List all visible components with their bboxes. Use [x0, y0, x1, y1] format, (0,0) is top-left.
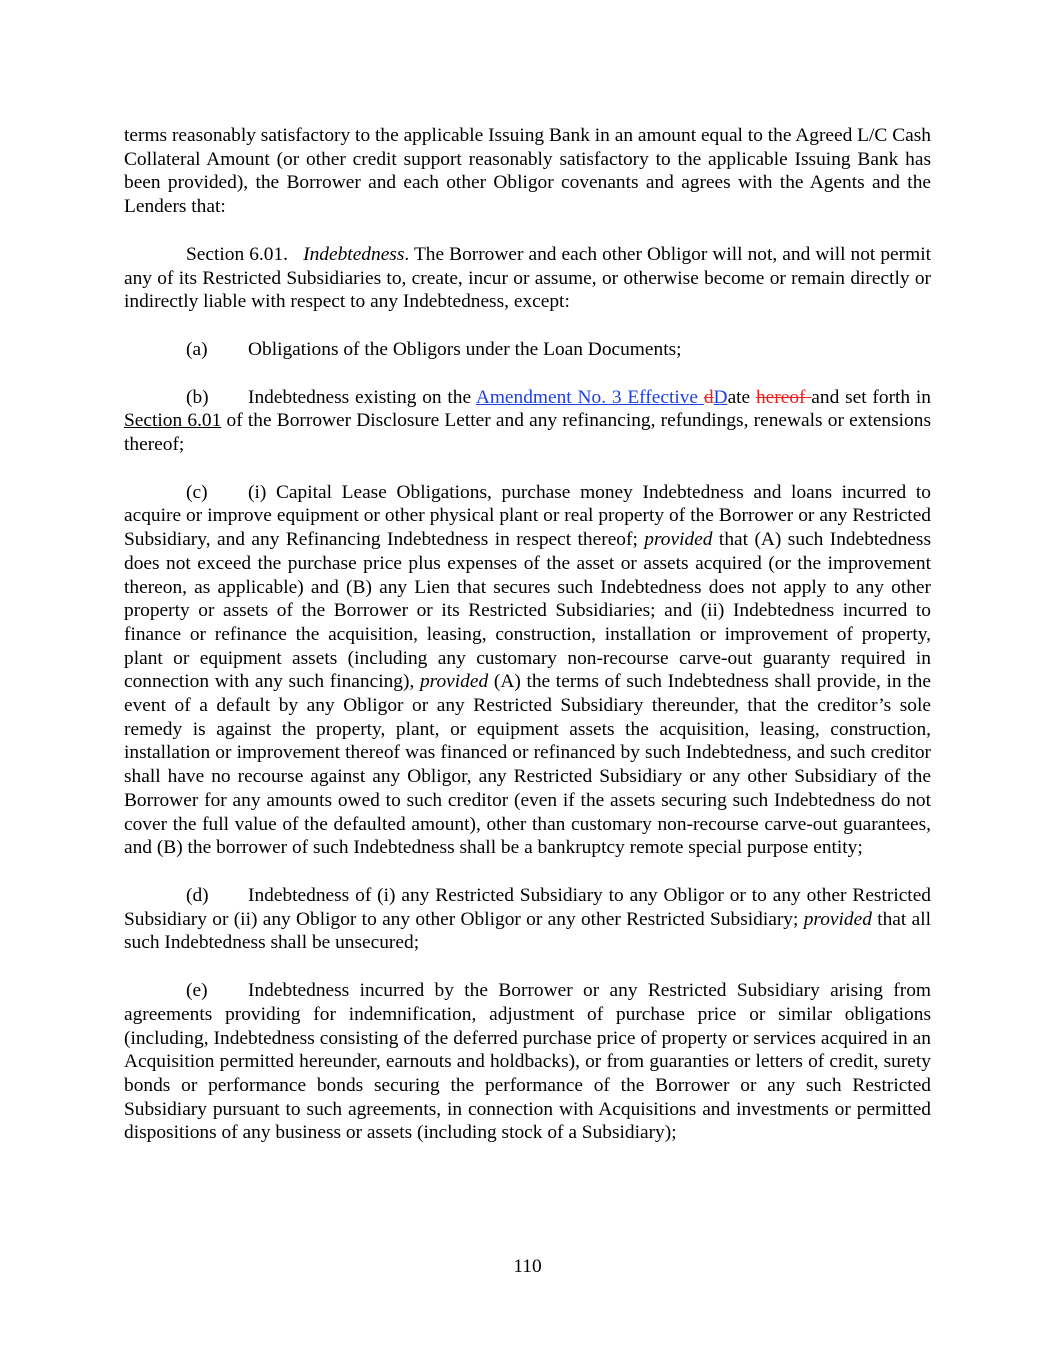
- item-b-text-before: Indebtedness existing on the: [248, 386, 476, 408]
- item-a-paragraph: [124, 338, 931, 362]
- section-6-01-paragraph: [124, 243, 931, 314]
- item-a-text: Obligations of the Obligors under the Loan Documents;: [248, 338, 682, 360]
- page-number: 110: [513, 1256, 542, 1277]
- section-reference-link: Section 6.01: [124, 410, 222, 432]
- item-b-text-after: and set forth in: [811, 386, 932, 408]
- item-d-part1: Indebtedness of (i) any Restricted Subsidiary to any Obligor or to any other Restricted Subsidiary or (ii) any Obligor to any other Obligor or any other Restricted Subsidiary;: [124, 884, 931, 930]
- item-d-part2: that all such Indebtedness shall be unsecured;: [124, 908, 931, 954]
- intro-text: terms reasonably satisfactory to the applicable Issuing Bank in an amount equal to the Agreed L/C Cash Collateral Amount (or other credit support reasonably satisfactory to the applicable Issuing Bank has been provided), the Borrower and each other Obligor covenants and agrees with the Agents and the Lenders that:: [124, 125, 931, 218]
- item-e-paragraph: [124, 979, 931, 1145]
- deleted-text-hereof: hereof: [755, 386, 812, 408]
- item-d-paragraph: [124, 884, 931, 955]
- section-number: Section 6.01.: [186, 243, 288, 265]
- item-a-label: (a): [186, 338, 208, 360]
- item-e-text: Indebtedness incurred by the Borrower or any Restricted Subsidiary arising from agreements providing for indemnification, adjustment of purchase price or similar obligations (including, Indebtedness consisting of the deferred purchase price of property or services acquired in an Acquisition permitted hereunder, earnouts and holdbacks), or from guaranties or letters of credit, surety bonds or performance bonds securing the performance of the Borrower or any such Restricted Subsidiary pursuant to such agreements, in connection with Acquisitions and investments or permitted dispositions of any business or assets (including stock of a Subsidiary);: [124, 980, 931, 1144]
- inserted-text-amendment: Amendment No. 3 Effective: [475, 386, 704, 408]
- item-c-paragraph: [124, 481, 931, 860]
- item-c-provided-1: provided: [644, 529, 713, 551]
- item-b-text-end: of the Borrower Disclosure Letter and any refinancing, refundings, renewals or extensions thereof;: [124, 410, 931, 456]
- item-d-label: (d): [186, 884, 209, 906]
- item-c-provided-2: provided: [419, 671, 489, 693]
- item-b-plain-ate: ate: [727, 386, 756, 408]
- item-b-paragraph: [124, 386, 931, 457]
- deleted-text-lowercase-d: d: [703, 386, 714, 408]
- item-d-provided: provided: [803, 908, 872, 930]
- item-c-label: (c): [186, 481, 208, 503]
- item-c-part3: (A) the terms of such Indebtedness shall provide, in the event of a default by any Obligor or any Restricted Subsidiary thereunder, that the creditor’s sole remedy is against the property, plant, or equipment assets the acquisition, leasing, construction, installation or improvement thereof was financed or refinanced by such Indebtedness, and such creditor shall have no recourse against any Obligor, any Restricted Subsidiary or any other Subsidiary of the Borrower for any amounts owed to such creditor (even if the assets securing such Indebtedness do not cover the full value of the defaulted amount), other than customary non-recourse carve-out guarantees, and (B) the borrower of such Indebtedness shall be a bankruptcy remote special purpose entity;: [124, 671, 931, 859]
- inserted-text-uppercase-d: D: [713, 386, 728, 408]
- item-e-label: (e): [186, 980, 208, 1002]
- item-c-part1: (i) Capital Lease Obligations, purchase money Indebtedness and loans incurred to acquire or improve equipment or other physical plant or real property of the Borrower or any Restricted Subsidiary, and any Refinancing Indebtedness in respect thereof;: [124, 481, 931, 551]
- section-body: . The Borrower and each other Obligor will not, and will not permit any of its Restricted Subsidiaries to, create, incur or assume, or otherwise become or remain directly or indirectly liable with respect to any Indebtedness, except:: [124, 243, 931, 313]
- item-c-part2: that (A) such Indebtedness does not exceed the purchase price plus expenses of the asset or assets acquired (or the improvement thereon, as applicable) and (B) any Lien that secures such Indebtedness does not apply to any other property or assets of the Borrower or its Restricted Subsidiaries; and (ii) Indebtedness incurred to finance or refinance the acquisition, leasing, construction, installation or improvement of property, plant or equipment assets (including any customary non-recourse carve-out guaranty required in connection with any such financing),: [124, 529, 931, 693]
- document-page: [124, 124, 931, 1169]
- item-b-label: (b): [186, 386, 209, 408]
- section-title: Indebtedness: [303, 243, 405, 265]
- intro-paragraph: [124, 124, 931, 219]
